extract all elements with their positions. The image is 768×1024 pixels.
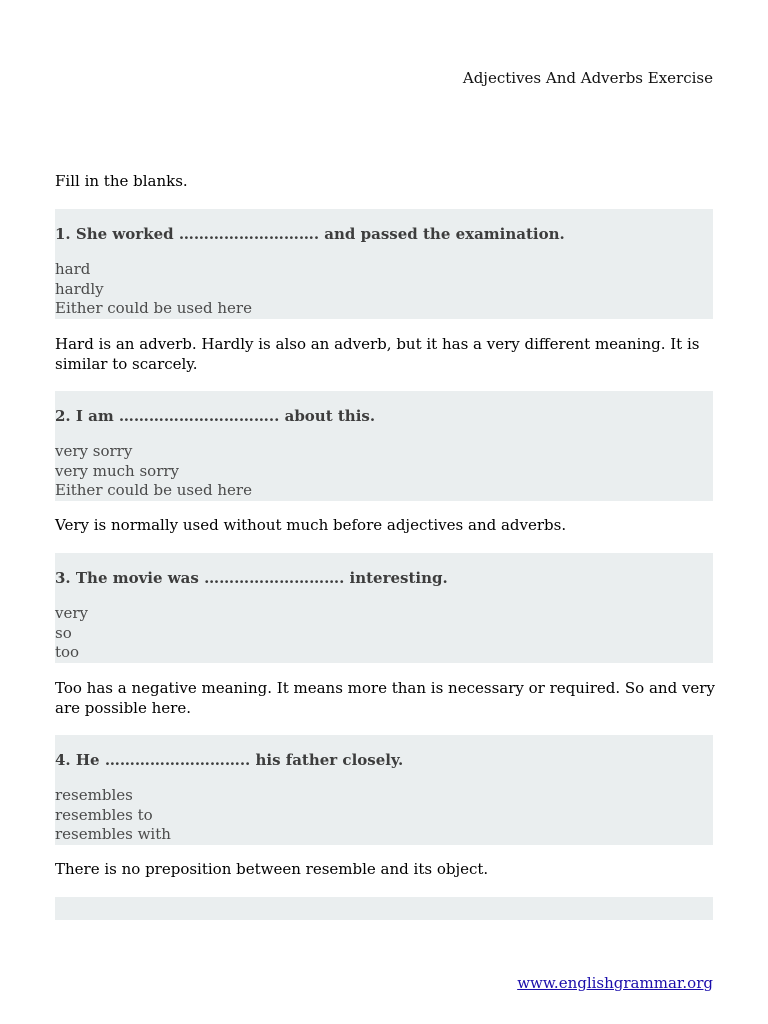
options-list <box>55 260 713 319</box>
option-item[interactable]: Either could be used here <box>55 481 252 499</box>
explanation-text: There is no preposition between resemble and its object. <box>55 860 489 878</box>
question-text: 1. She worked ………………………. and passed the examination. <box>55 225 565 243</box>
footer-link[interactable]: www.englishgrammar.org <box>517 974 713 992</box>
option-item[interactable]: hardly <box>55 279 104 298</box>
question-block <box>55 553 713 663</box>
option-item[interactable]: very <box>55 604 88 622</box>
question-block <box>55 209 713 319</box>
options-list <box>55 786 713 845</box>
explanation-text: Too has a negative meaning. It means more than is necessary or required. So and very are possible here. <box>55 679 715 717</box>
option-item[interactable]: hard <box>55 260 91 278</box>
question-block-empty <box>55 897 713 920</box>
option-item[interactable]: so <box>55 623 72 642</box>
question-text: 2. I am ………………………….. about this. <box>55 407 376 425</box>
question-block <box>55 391 713 501</box>
options-list <box>55 442 713 501</box>
option-item[interactable]: too <box>55 643 80 661</box>
explanation-text: Very is normally used without much before adjectives and adverbs. <box>55 516 567 534</box>
option-item[interactable]: resembles with <box>55 825 171 843</box>
explanation-text: Hard is an adverb. Hardly is also an adverb, but it has a very different meaning. It is similar to scarcely. <box>55 335 700 373</box>
instructions-text: Fill in the blanks. <box>55 172 188 190</box>
question-text: 4. He ……………………….. his father closely. <box>55 751 404 769</box>
option-item[interactable]: Either could be used here <box>55 299 252 317</box>
option-item[interactable]: very much sorry <box>55 461 180 480</box>
options-list <box>55 604 713 663</box>
page-title: Adjectives And Adverbs Exercise <box>462 69 713 87</box>
option-item[interactable]: resembles to <box>55 805 153 824</box>
question-block <box>55 735 713 845</box>
option-item[interactable]: very sorry <box>55 442 133 460</box>
option-item[interactable]: resembles <box>55 786 133 804</box>
question-text: 3. The movie was ………………………. interesting. <box>55 569 448 587</box>
